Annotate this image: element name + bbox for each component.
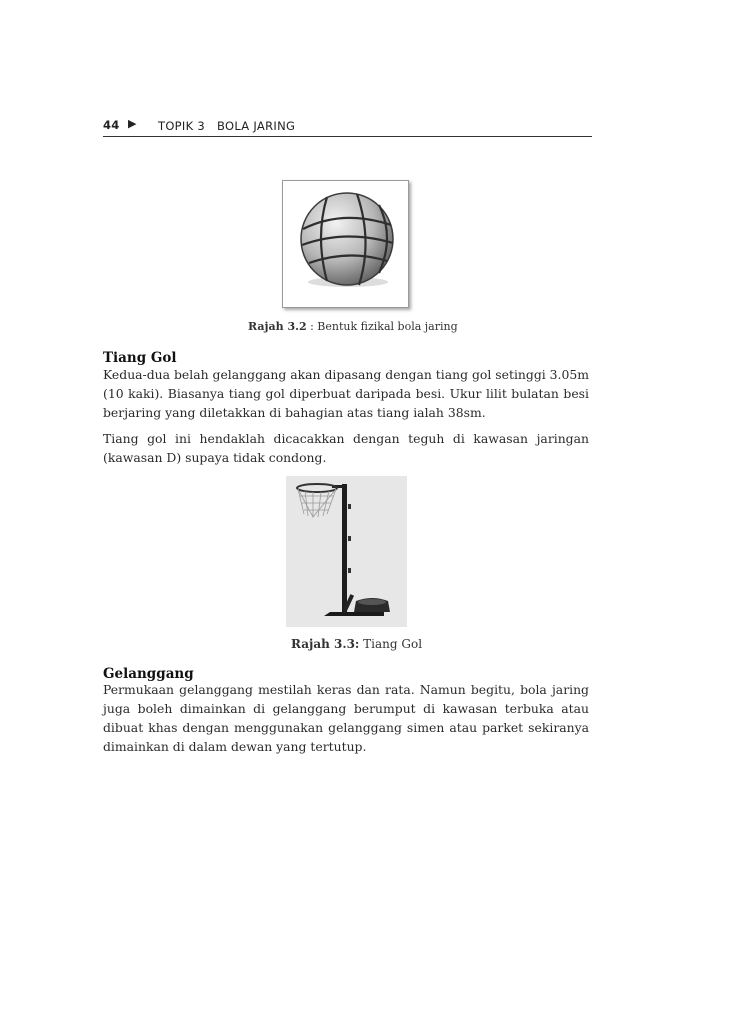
figure-caption-text: Tiang Gol [359, 637, 423, 651]
netball-image [283, 181, 410, 309]
paragraph: Permukaan gelanggang mestilah keras dan rata. Namun begitu, bola jaring juga boleh dimainkan di gelanggang berumput di kawasan terbuka atau dibuat khas dengan menggunakan gelanggang simen atau parket sekiranya dimainkan di dalam dewan yang tertutup. [103, 682, 589, 754]
header-title: BOLA JARING [217, 119, 296, 133]
figure-3-2-caption [248, 320, 458, 333]
paragraph: Kedua-dua belah gelanggang akan dipasang dengan tiang gol setinggi 3.05m (10 kaki). Biasanya tiang gol diperbuat daripada besi. Ukur lilit bulatan besi berjaring yang diletakkan di bahagian atas tiang ialah 38sm. [103, 367, 589, 420]
header-topic: TOPIK 3 [158, 119, 206, 133]
figure-3-3-caption [291, 637, 422, 651]
goal-post-image [286, 476, 407, 627]
page-header [103, 116, 592, 137]
page-number: 44 [103, 118, 120, 132]
figure-label: Rajah 3.2 [248, 320, 307, 333]
figure-label: Rajah 3.3: [291, 637, 360, 651]
netball-figure [282, 180, 409, 308]
paragraph: Tiang gol ini hendaklah dicacakkan dengan teguh di kawasan jaringan (kawasan D) supaya tidak condong. [103, 431, 589, 465]
section-heading-gelanggang: Gelanggang [103, 666, 194, 682]
play-arrow-icon: ▶ [128, 117, 137, 130]
goal-post-figure [286, 476, 407, 627]
figure-caption-text: : Bentuk fizikal bola jaring [306, 320, 458, 333]
section-heading-tiang-gol: Tiang Gol [103, 350, 177, 366]
